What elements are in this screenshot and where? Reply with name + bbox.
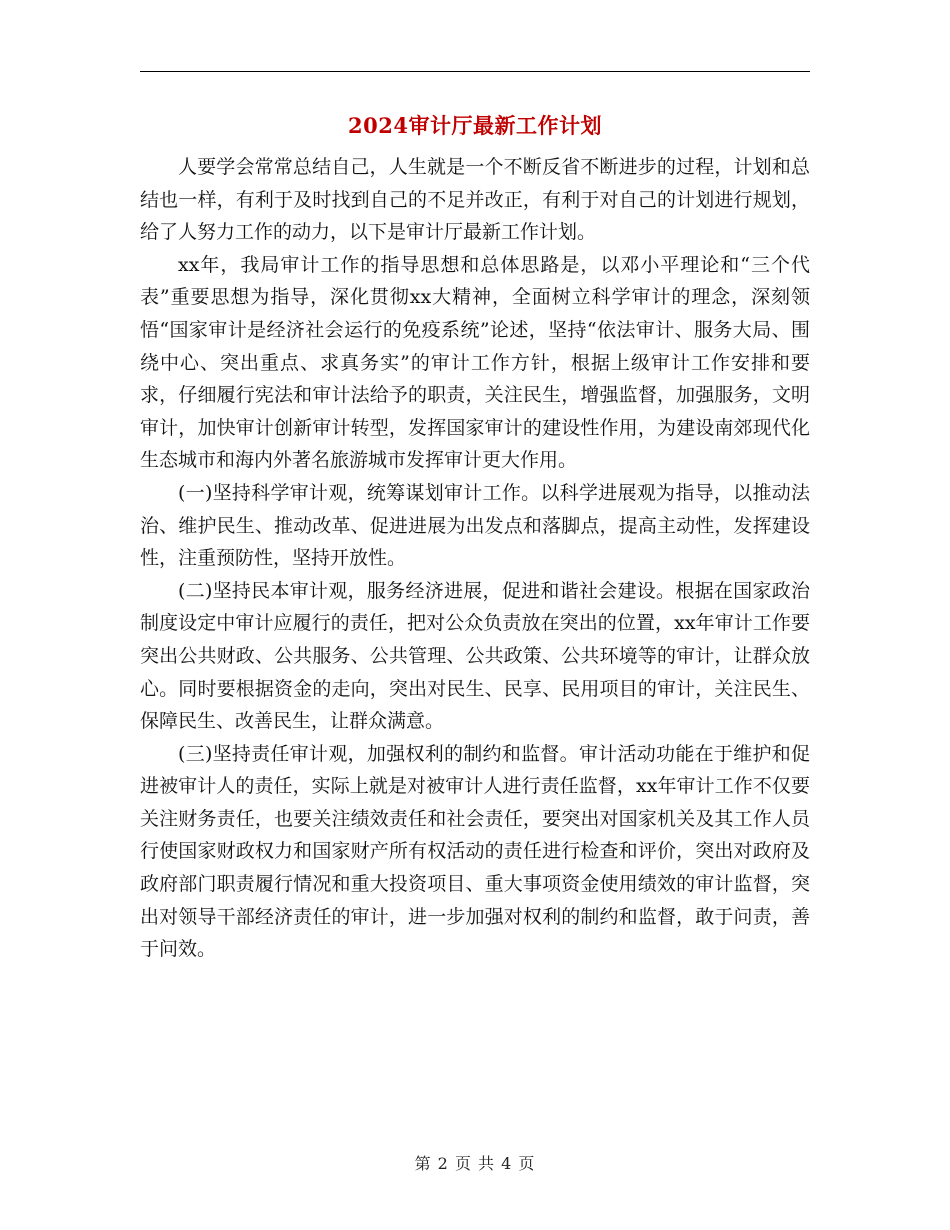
document-body [140,151,810,966]
intro-paragraph: 人要学会常常总结自己，人生就是一个不断反省不断进步的过程，计划和总结也一样，有利于及时找到自己的不足并改正，有利于对自己的计划进行规划，给了人努力工作的动力，以下是审计厅最新工作计划。 [140,156,810,244]
section-one-paragraph: (一)坚持科学审计观，统筹谋划审计工作。以科学进展观为指导，以推动法治、维护民生、推动改革、促进进展为出发点和落脚点，提高主动性，发挥建设性，注重预防性，坚持开放性。 [140,481,810,570]
guiding-thought-paragraph: xx年，我局审计工作的指导思想和总体思路是，以邓小平理论和“三个代表”重要思想为指导，深化贯彻xx大精神，全面树立科学审计的理念，深刻领悟“国家审计是经济社会运行的免疫系统”论述，坚持“依法审计、服务大局、围绕中心、突出重点、求真务实”的审计工作方针，根据上级审计工作安排和要求，仔细履行宪法和审计法给予的职责，关注民生，增强监督，加强服务，文明审计，加快审计创新审计转型，发挥国家审计的建设性作用，为建设南郊现代化生态城市和海内外著名旅游城市发挥审计更大作用。 [140,253,810,472]
document-title: 2024审计厅最新工作计划 [348,113,602,138]
section-three-paragraph: (三)坚持责任审计观，加强权利的制约和监督。审计活动功能在于维护和促进被审计人的责任，实际上就是对被审计人进行责任监督，xx年审计工作不仅要关注财务责任，也要关注绩效责任和社会责任，要突出对国家机关及其工作人员行使国家财政权力和国家财产所有权活动的责任进行检查和评价，突出对政府及政府部门职责履行情况和重大投资项目、重大事项资金使用绩效的审计监督，突出对领导干部经济责任的审计，进一步加强对权利的制约和监督，敢于问责，善于问效。 [140,742,810,961]
page-number-label: 第 2 页 共 4 页 [414,1154,536,1173]
page-footer [0,1152,950,1176]
header-rule [140,71,810,72]
section-two-paragraph: (二)坚持民本审计观，服务经济进展，促进和谐社会建设。根据在国家政治制度设定中审计应履行的责任，把对公众负责放在突出的位置，xx年审计工作要突出公共财政、公共服务、公共管理、公共政策、公共环境等的审计，让群众放心。同时要根据资金的走向，突出对民生、民享、民用项目的审计，关注民生、保障民生、改善民生，让群众满意。 [140,579,810,733]
